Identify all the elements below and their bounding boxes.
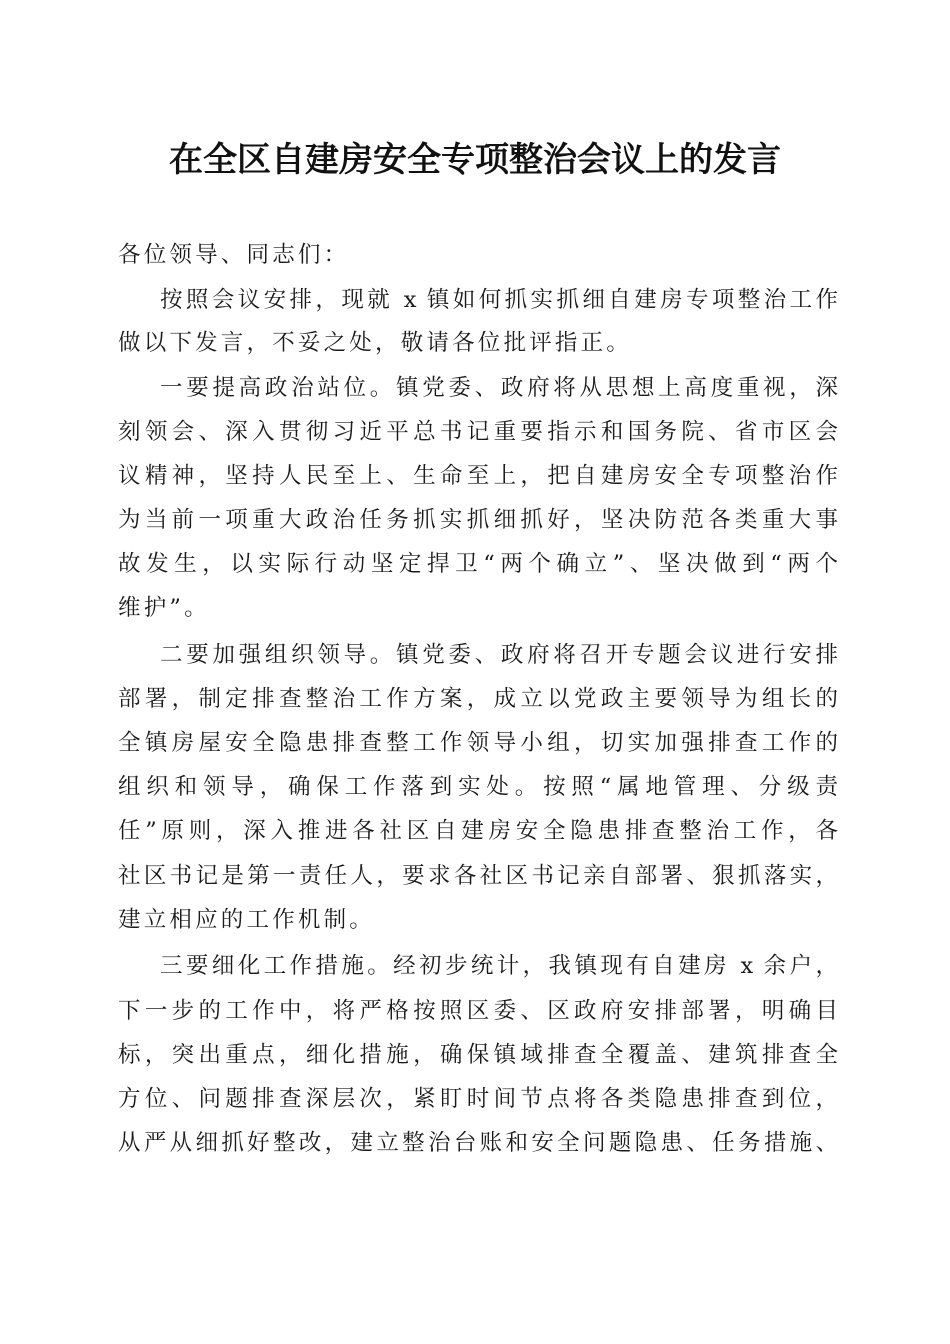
body-line: 做以下发言，不妥之处，敬请各位批评指正。: [118, 330, 633, 356]
body-line: 按照会议安排，现就 x 镇如何抓实抓细自建房专项整治工作: [160, 287, 838, 313]
body-line: 组织和领导，确保工作落到实处。按照“属地管理、分级责: [118, 774, 838, 800]
body-line: 从严从细抓好整改，建立整治台账和安全问题隐患、任务措施、: [118, 1130, 838, 1156]
body-line: 建立相应的工作机制。: [118, 907, 376, 933]
body-line: 社区书记是第一责任人，要求各社区书记亲自部署、狠抓落实，: [118, 863, 838, 889]
body-line: 标，突出重点，细化措施，确保镇域排查全覆盖、建筑排查全: [118, 1042, 838, 1068]
body-line: 全镇房屋安全隐患排查整工作领导小组，切实加强排查工作的: [118, 730, 838, 756]
salutation: 各位领导、同志们：: [118, 242, 350, 268]
body-line: 方位、问题排查深层次，紧盯时间节点将各类隐患排查到位，: [118, 1086, 838, 1112]
body-line: 三要细化工作措施。经初步统计，我镇现有自建房 x 余户，: [160, 953, 838, 979]
document-title: 在全区自建房安全专项整治会议上的发言: [169, 140, 781, 180]
body-line: 任”原则，深入推进各社区自建房安全隐患排查整治工作，各: [118, 818, 838, 844]
body-line: 议精神，坚持人民至上、生命至上，把自建房安全专项整治作: [118, 463, 838, 489]
body-line: 部署，制定排查整治工作方案，成立以党政主要领导为组长的: [118, 686, 838, 712]
body-line: 故发生，以实际行动坚定捍卫“两个确立”、坚决做到“两个: [118, 551, 838, 577]
body-line: 二要加强组织领导。镇党委、政府将召开专题会议进行安排: [160, 642, 838, 668]
body-line: 维护”。: [118, 595, 210, 621]
body-line: 一要提高政治站位。镇党委、政府将从思想上高度重视，深: [160, 375, 838, 401]
body-line: 刻领会、深入贯彻习近平总书记重要指示和国务院、省市区会: [118, 419, 838, 445]
body-line: 下一步的工作中，将严格按照区委、区政府安排部署，明确目: [118, 998, 838, 1024]
body-line: 为当前一项重大政治任务抓实抓细抓好，坚决防范各类重大事: [118, 507, 838, 533]
